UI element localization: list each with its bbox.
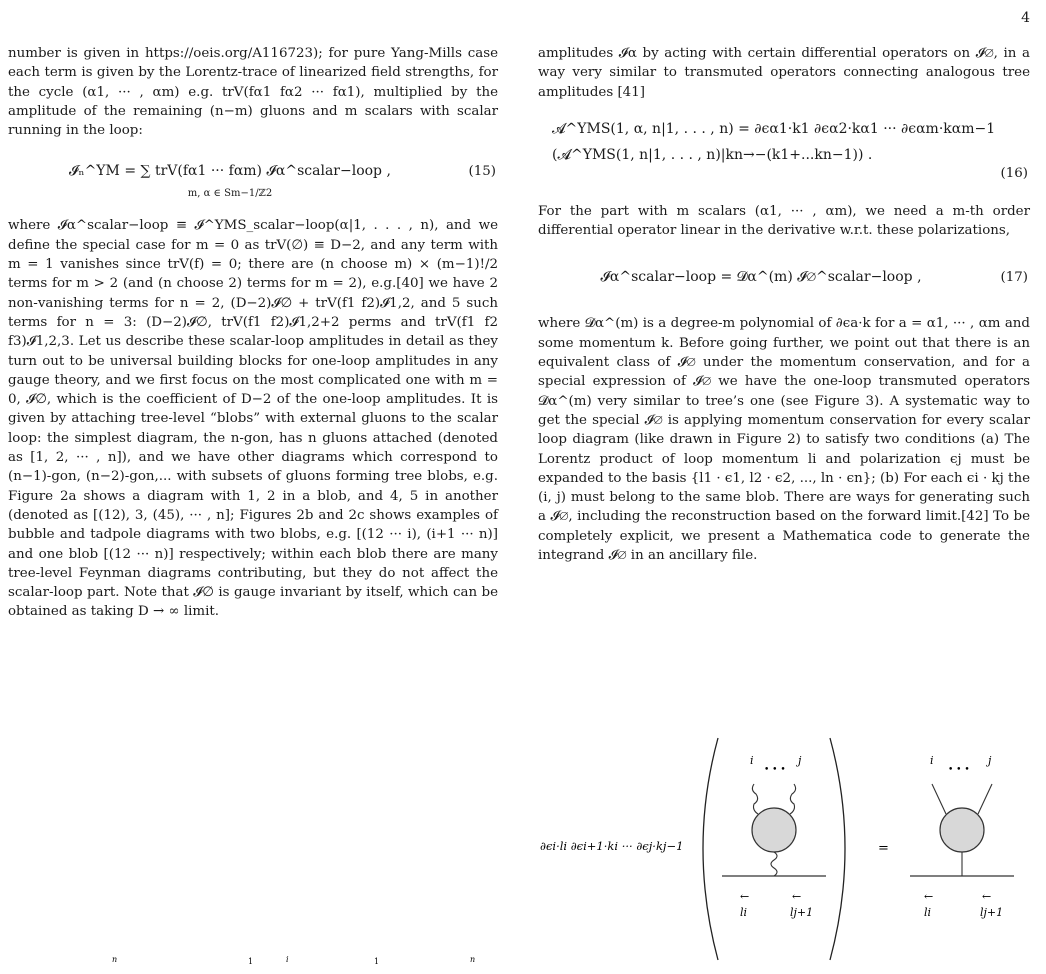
left-paragraph-2: where 𝓘α^scalar−loop ≡ 𝓘^YMS_scalar−loop(α|1, . . . , n), and we define the special case for m = 0 as trV(∅) ≡ D−2, and any term with m = 1 vanishes since trV(f) = 0; there are (n choose m) × (m−1)!/2 terms for m > 2 (and (n choose 2) terms for m = 2), e.g.[40] we have 2 non-vanishing terms for n = 2, (D−2)𝓘∅ + trV(f1 f2)𝓘1,2, and 5 such terms for n = 3: (D−2)𝓘∅, trV(f1 f2)𝓘1,2+2 perms and trV(f1 f2 f3)𝓘1,2,3. Let us describe these scalar-loop amplitudes in detail as they turn out to be universal building blocks for one-loop amplitudes in any gauge theory, and we first focus on the most complicated one with m = 0, 𝓘∅, which is the coefficient of D−2 of the one-loop amplitudes. It is given by attaching tree-level “blobs” with external gluons to the scalar loop: the simplest diagram, the n-gon, has n gluons attached (denoted as [1, 2, ··· , n]), and we have other diagrams which correspond to (n−1)-gon, (n−2)-gon,... with subsets of gluons forming tree blobs, e.g. Figure 2a shows a diagram with 1, 2 in a blob, and 4, 5 in another (denoted as [(12), 3, (45), ··· , n]; Figures 2b and 2c shows examples of bubble and tadpole diagrams with two blobs, e.g. [(12 ··· i), (i+1 ··· n)] and one blob [(12 ··· n)] respectively; within each blob there are many tree-level Feynman diagrams contributing, but they do not affect the scalar-loop part. Note that 𝓘∅ is gauge invariant by itself, which can be obtained as taking D → ∞ limit. xyxy=(8,218,498,620)
dots-right: • • • xyxy=(948,765,970,775)
right-column xyxy=(538,44,1030,565)
equation-17 xyxy=(538,260,1030,300)
label-li-right: li xyxy=(924,906,932,919)
equals-sign: = xyxy=(878,841,889,856)
label-i-left: i xyxy=(750,754,754,767)
strip-label-1b: 1 xyxy=(374,957,380,966)
left-paren xyxy=(703,738,718,960)
label-lj1-right: lj+1 xyxy=(980,906,1004,919)
blob-right xyxy=(940,808,984,852)
equation-15-subscript: m, α ∈ Sm−1/ℤ2 xyxy=(187,187,273,199)
label-lj1-left: lj+1 xyxy=(790,906,814,919)
figure-2-top-strip xyxy=(40,952,510,970)
gluon-left-i xyxy=(752,784,758,814)
page-number: 4 xyxy=(1021,10,1030,26)
strip-label-nb: n xyxy=(470,955,476,964)
arrow-li-right: ← xyxy=(924,890,934,903)
strip-label-1: 1 xyxy=(248,957,254,966)
equation-15 xyxy=(8,154,498,202)
figure-svg xyxy=(538,728,1030,968)
equation-16-line-1: 𝓐^YMS(1, α, n|1, . . . , n) = ∂ϵα1·k1 ∂ϵα2·kα1 ··· ∂ϵαm·kαm−1 xyxy=(552,120,996,137)
dots-left: • • • xyxy=(764,765,786,775)
equation-17-body: 𝓘α^scalar−loop = 𝓓α^(m) 𝓘∅^scalar−loop , xyxy=(600,269,922,286)
leg-right-i xyxy=(932,784,946,814)
equation-16-number: (16) xyxy=(1000,165,1028,181)
strip-label-n: n xyxy=(112,955,118,964)
arrow-lj-left: ← xyxy=(792,890,802,903)
leg-right-j xyxy=(978,784,992,814)
equation-16 xyxy=(538,116,1030,188)
label-j-left: j xyxy=(798,754,802,767)
blob-left xyxy=(752,808,796,852)
strip-svg xyxy=(40,952,510,970)
figure-3-diagram xyxy=(538,728,1030,968)
arrow-li-left: ← xyxy=(740,890,750,903)
strip-label-i: i xyxy=(286,955,289,964)
right-paren xyxy=(830,738,845,960)
right-paragraph-3: where 𝓓α^(m) is a degree-m polynomial of ∂ϵa·k for a = α1, ··· , αm and some momentum k. Before going further, we point out that there is an equivalent class of 𝓘∅ under the momentum conservation, and for a special expression of 𝓘∅ we have the one-loop transmuted operators 𝓓α^(m) very similar to tree’s one (see Figure 3). A systematic way to get the special 𝓘∅ is applying momentum conservation for every scalar loop diagram (like drawn in Figure 2) to satisfy two conditions (a) The Lorentz product of loop momentum li and polarization ϵj must be expanded to the basis {l1 · ϵ1, l2 · ϵ2, ..., ln · ϵn}; (b) For each ϵi · kj the (i, j) must belong to the same blob. There are ways for generating such a 𝓘∅, including the reconstruction based on the forward limit.[42] To be completely explicit, we present a Mathematica code to generate the integrand 𝓘∅ in an ancillary file. xyxy=(538,316,1030,564)
equation-17-number: (17) xyxy=(1000,270,1028,286)
label-li-left: li xyxy=(740,906,748,919)
right-paragraph-1: amplitudes 𝓘α by acting with certain differential operators on 𝓘∅, in a way very similar to transmuted operators connecting analogous tree amplitudes [41] xyxy=(538,46,1030,100)
label-i-right: i xyxy=(930,754,934,767)
left-column xyxy=(8,44,498,622)
equation-16-line-2: (𝓐^YMS(1, n|1, . . . , n)|kn→−(k1+...kn−1)) . xyxy=(552,146,873,163)
arrow-lj-right: ← xyxy=(982,890,992,903)
operator-label: ∂ϵi·li ∂ϵi+1·ki ··· ∂ϵj·kj−1 xyxy=(540,839,684,853)
label-j-right: j xyxy=(988,754,992,767)
right-paragraph-2: For the part with m scalars (α1, ··· , αm), we need a m-th order differential operator linear in the derivative w.r.t. these polarizations, xyxy=(538,203,1030,239)
left-paragraph-1: number is given in https://oeis.org/A116723); for pure Yang-Mills case each term is given by the Lorentz-trace of linearized field strengths, for the cycle (α1, ··· , αm) e.g. trV(fα1 fα2 ··· fα1), multiplied by the amplitude of the remaining (n−m) gluons and m scalars with scalar running in the loop: xyxy=(8,46,498,139)
gluon-left-bottom xyxy=(771,852,777,876)
gluon-left-j xyxy=(790,784,796,814)
equation-15-body: 𝓘ₙ^YM = ∑ trV(fα1 ··· fαm) 𝓘α^scalar−loop , xyxy=(69,163,391,180)
equation-15-number: (15) xyxy=(468,164,496,180)
